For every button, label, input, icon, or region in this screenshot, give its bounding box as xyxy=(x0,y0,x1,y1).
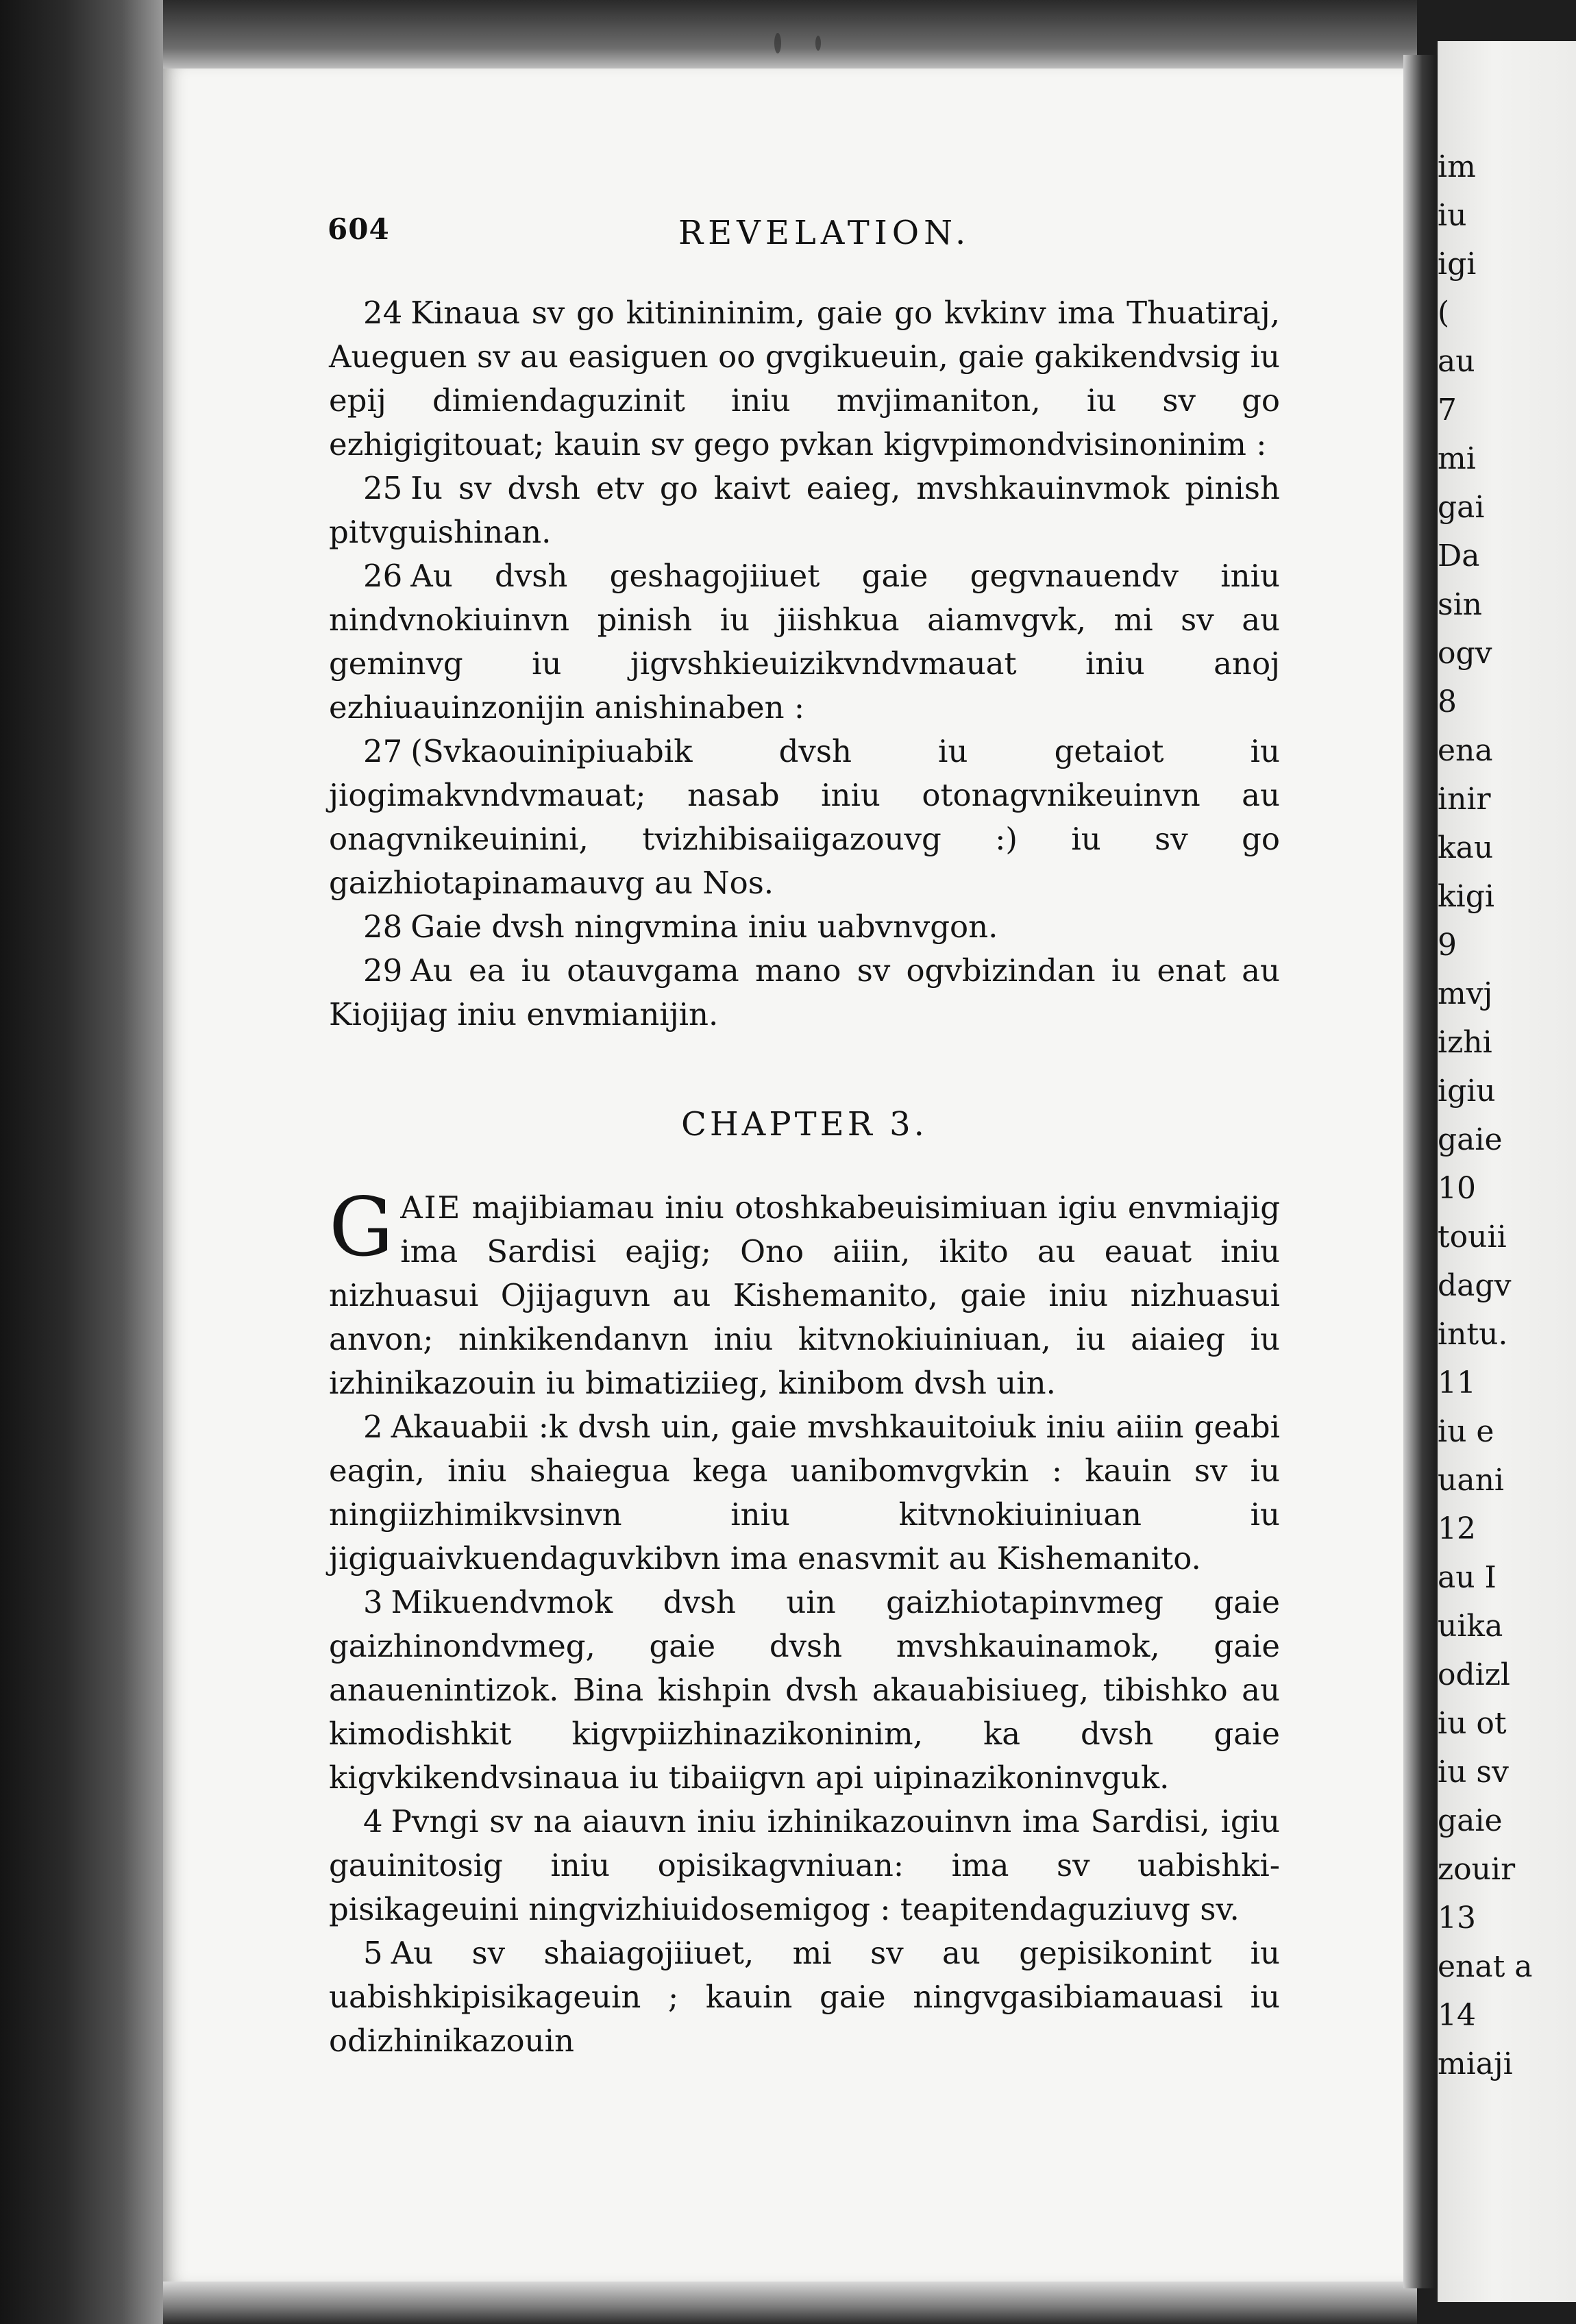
verse xyxy=(329,905,1280,949)
facing-page-line: dagv xyxy=(1438,1268,1512,1303)
first-words: AIE xyxy=(400,1189,462,1226)
verse xyxy=(329,949,1280,1037)
facing-page-line: 7 xyxy=(1438,393,1457,428)
facing-page-line: ogv xyxy=(1438,636,1492,671)
chapter-heading: CHAPTER 3. xyxy=(681,1105,928,1144)
page-number: 604 xyxy=(328,212,390,246)
facing-page-line: ( xyxy=(1438,295,1450,330)
verse-text: Akauabii :k dvsh uin, gaie mvshkauitoiuk iniu aiiin geabi eagin, iniu shaiegua kega uanibomvgvkin : kauin sv iu ningiizhimikvsinvn iniu kitvnokiuiniuan iu jigiguaivkuendaguvkibvn ima enasvmit au Kishemanito. xyxy=(329,1409,1280,1577)
verse-text: Au sv shaiagojiiuet, mi sv au gepisikonint iu uabishkipisikageuin ; kauin gaie ningvgasibiamauasi iu odizhinikazouin xyxy=(329,1935,1280,2059)
verse-number: 28 xyxy=(363,908,403,945)
facing-page-line: igiu xyxy=(1438,1074,1496,1109)
facing-page-line: mi xyxy=(1438,441,1476,476)
facing-page-line: 14 xyxy=(1438,1998,1476,2033)
verse-number: 3 xyxy=(363,1584,383,1620)
facing-page-line: kau xyxy=(1438,830,1494,865)
verse-number: 29 xyxy=(363,952,403,989)
facing-page-line: 8 xyxy=(1438,684,1457,719)
facing-page-line: miaji xyxy=(1438,2047,1513,2081)
verses-after xyxy=(329,1405,1280,2063)
verse xyxy=(329,1931,1280,2063)
verse-text: Mikuendvmok dvsh uin gaizhiotapinvmeg gaie gaizhinondvmeg, gaie dvsh mvshkauinamok, gaie anauenintizok. Bina kishpin dvsh akauabisiueg, tibishko au kimodishkit kigvpiizhinazikoninim, ka dvsh gaie kigvkikendvsinaua iu tibaiigvn api uipinazikoninvguk. xyxy=(329,1584,1280,1796)
facing-page-line: gaie xyxy=(1438,1803,1503,1838)
verse-number: 5 xyxy=(363,1935,383,1971)
facing-page-line: uika xyxy=(1438,1609,1503,1644)
facing-page-fragment xyxy=(1438,41,1576,2302)
facing-page-line: au xyxy=(1438,344,1475,379)
facing-page-line: 11 xyxy=(1438,1365,1476,1400)
facing-page-line: 12 xyxy=(1438,1511,1476,1546)
facing-page-line: sin xyxy=(1438,587,1482,622)
book-edge-left xyxy=(0,0,163,2324)
facing-page-line: mvj xyxy=(1438,976,1493,1011)
verse-text: Pvngi sv na aiauvn iniu izhinikazouinvn ima Sardisi, igiu gauinitosig iniu opisikagvniuan: ima sv uabishki-pisikageuini ningvizhiuidosemigog : teapitendaguziuvg sv. xyxy=(329,1803,1280,1927)
facing-page-line: gai xyxy=(1438,490,1485,525)
drop-cap: G xyxy=(329,1180,394,1274)
verses-before xyxy=(329,291,1280,1037)
verse xyxy=(329,730,1280,905)
facing-page-line: iu e xyxy=(1438,1414,1494,1449)
facing-page-line: iu xyxy=(1438,198,1467,233)
running-head xyxy=(0,212,1403,260)
facing-page-line: kigi xyxy=(1438,879,1494,914)
verse-text: Iu sv dvsh etv go kaivt eaieg, mvshkauinvmok pinish pitvguishinan. xyxy=(329,470,1280,550)
verse xyxy=(329,554,1280,730)
facing-page-line: touii xyxy=(1438,1220,1507,1254)
verse-text: Gaie dvsh ningvmina iniu uabvnvgon. xyxy=(410,908,998,945)
verse-number: 4 xyxy=(363,1803,383,1840)
facing-page-line: zouir xyxy=(1438,1852,1516,1887)
facing-page-line: odizl xyxy=(1438,1657,1510,1692)
facing-page-line: ena xyxy=(1438,733,1493,768)
scan-border-top xyxy=(163,0,1417,69)
facing-page-line: enat a xyxy=(1438,1949,1533,1984)
verse-number: 26 xyxy=(363,558,403,594)
facing-page-line: gaie xyxy=(1438,1122,1503,1157)
verse-text: (Svkaouinipiuabik dvsh iu getaiot iu jiogimakvndvmauat; nasab iniu otonagvnikeuinvn au onagvnikeuinini, tvizhibisaiigazouvg :) iu sv go gaizhiotapinamauvg au Nos. xyxy=(329,733,1280,901)
verse-number: 2 xyxy=(363,1409,383,1445)
facing-page-line: izhi xyxy=(1438,1025,1492,1060)
facing-page-line: 9 xyxy=(1438,928,1457,963)
verse xyxy=(329,467,1280,554)
verse-number: 24 xyxy=(363,295,403,331)
facing-page-line: Da xyxy=(1438,539,1480,573)
verse-text: Au dvsh geshagojiiuet gaie gegvnauendv iniu nindvnokiuinvn pinish iu jiishkua aiamvgvk, mi sv au geminvg iu jigvshkieuizikvndvmauat iniu anoj ezhiuauinzonijin anishinaben : xyxy=(329,558,1280,726)
facing-page-line: 13 xyxy=(1438,1901,1476,1936)
verse xyxy=(329,1800,1280,1931)
chapter-first-verse xyxy=(329,1180,1281,1405)
facing-page-line: au I xyxy=(1438,1560,1497,1595)
facing-page-line: im xyxy=(1438,149,1476,184)
verse-number: 27 xyxy=(363,733,403,769)
verse-number: 25 xyxy=(363,470,403,506)
facing-page-line: iu ot xyxy=(1438,1706,1507,1741)
facing-page-line: iu sv xyxy=(1438,1755,1509,1790)
scan-border-bottom xyxy=(163,2282,1417,2324)
verse-text: Au ea iu otauvgama mano sv ogvbizindan iu enat au Kiojijag iniu envmianijin. xyxy=(329,952,1280,1033)
facing-page-line: intu. xyxy=(1438,1317,1508,1352)
running-title: REVELATION. xyxy=(678,214,971,252)
body-text xyxy=(329,291,1280,2063)
verse xyxy=(329,1405,1280,1581)
facing-page-line: uani xyxy=(1438,1463,1504,1498)
book-gutter xyxy=(1403,55,1438,2288)
scan-speck xyxy=(774,33,781,53)
verse-text: Kinaua sv go kitinininim, gaie go kvkinv ima Thuatiraj, Aueguen sv au easiguen oo gvgikueuin, gaie gakikendvsig iu epij dimiendaguzinit iniu mvjimaniton, iu sv go ezhigigitouat; kauin sv gego pvkan kigvpimondvisinoninim : xyxy=(329,295,1280,462)
verse xyxy=(329,1581,1280,1800)
scan-speck xyxy=(815,36,821,51)
verse xyxy=(329,291,1280,467)
first-verse-text: majibiamau iniu otoshkabeuisimiuan igiu envmiajig ima Sardisi eajig; Ono aiiin, ikito au eauat iniu nizhuasui Ojijaguvn au Kishemanito, gaie iniu nizhuasui anvon; ninkikendanvn iniu kitvnokiuiniuan, iu aiaieg iu izhinikazouin iu bimatiziieg, kinibom dvsh uin. xyxy=(329,1189,1281,1401)
facing-page-line: 10 xyxy=(1438,1171,1476,1206)
facing-page-line: igi xyxy=(1438,247,1477,282)
facing-page-line: inir xyxy=(1438,782,1491,817)
